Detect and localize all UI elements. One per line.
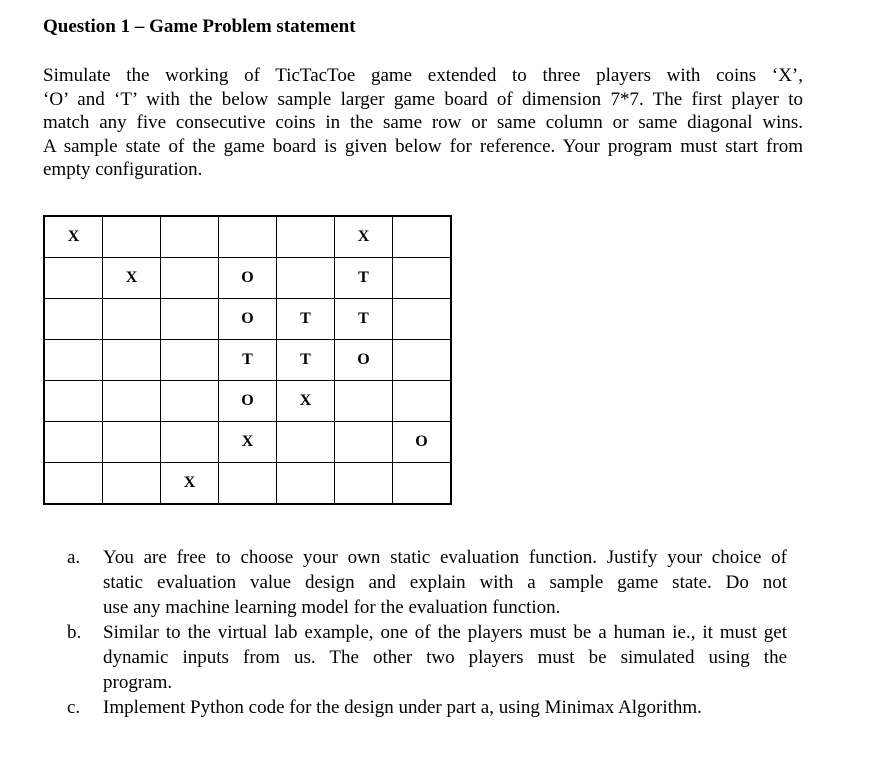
task-line: static evaluation value design and explain with a sample game state. Do not [103,572,787,593]
board-cell: O [219,258,277,299]
board-cell [44,381,103,422]
board-cell [103,299,161,340]
statement-line: Simulate the working of TicTacToe game extended to three players with coins ‘X’, [43,65,803,86]
statement-line: A sample state of the game board is given below for reference. Your program must start from [43,135,803,157]
board-cell [277,463,335,505]
board-cell [219,216,277,258]
board-cell [103,422,161,463]
board-cell: T [335,258,393,299]
board-cell: X [161,463,219,505]
board-cell [44,422,103,463]
statement-line: empty configuration. [43,159,203,180]
task-line: dynamic inputs from us. The other two players must be simulated using the [103,647,787,668]
task-marker: a. [67,547,81,568]
board-cell: X [335,216,393,258]
board-cell [277,216,335,258]
board-row [44,258,451,299]
board-cell [161,258,219,299]
board-cell [393,216,452,258]
board-cell [393,463,452,505]
board-cell [103,463,161,505]
task-marker: b. [67,622,82,643]
board-cell: O [335,340,393,381]
task-line: You are free to choose your own static evaluation function. Justify your choice of [103,547,787,568]
board-cell: O [219,381,277,422]
board-cell [161,340,219,381]
board-cell: T [277,340,335,381]
board-cell [335,381,393,422]
board-cell [44,463,103,505]
board-cell [393,340,452,381]
board-cell: O [393,422,452,463]
board-cell [219,463,277,505]
board-row [44,216,451,258]
board-row [44,340,451,381]
board-cell [393,258,452,299]
board-cell: X [103,258,161,299]
board-cell: T [219,340,277,381]
board-cell: O [219,299,277,340]
board-cell: X [277,381,335,422]
board-cell [161,422,219,463]
task-line: program. [103,672,173,693]
board-row [44,299,451,340]
board-cell [161,216,219,258]
problem-statement [43,64,803,182]
board-cell [161,299,219,340]
board-cell [103,216,161,258]
board-cell [44,299,103,340]
board-row [44,463,451,505]
board-cell [393,299,452,340]
board-cell [103,381,161,422]
statement-line: ‘O’ and ‘T’ with the below sample larger game board of dimension 7*7. The first player to [43,88,803,110]
game-board [43,215,452,505]
board-row [44,422,451,463]
board-cell [277,258,335,299]
board-cell [277,422,335,463]
board-cell [335,422,393,463]
task-item-c [67,695,787,720]
board-cell: X [219,422,277,463]
task-list [67,545,787,720]
task-line: use any machine learning model for the evaluation function. [103,597,561,618]
board-cell [393,381,452,422]
question-title: Question 1 – Game Problem statement [43,16,356,37]
board-cell [44,340,103,381]
task-marker: c. [67,697,81,718]
statement-line: match any five consecutive coins in the same row or same column or same diagonal wins. [43,112,803,133]
task-line: Similar to the virtual lab example, one of the players must be a human ie., it must get [103,622,787,643]
task-item-a [67,545,787,620]
board-cell: T [277,299,335,340]
board-cell: T [335,299,393,340]
board-cell [335,463,393,505]
board-cell: X [44,216,103,258]
task-line: Implement Python code for the design under part a, using Minimax Algorithm. [103,697,702,718]
board-cell [44,258,103,299]
board-row [44,381,451,422]
task-item-b [67,620,787,695]
board-cell [103,340,161,381]
board-cell [161,381,219,422]
